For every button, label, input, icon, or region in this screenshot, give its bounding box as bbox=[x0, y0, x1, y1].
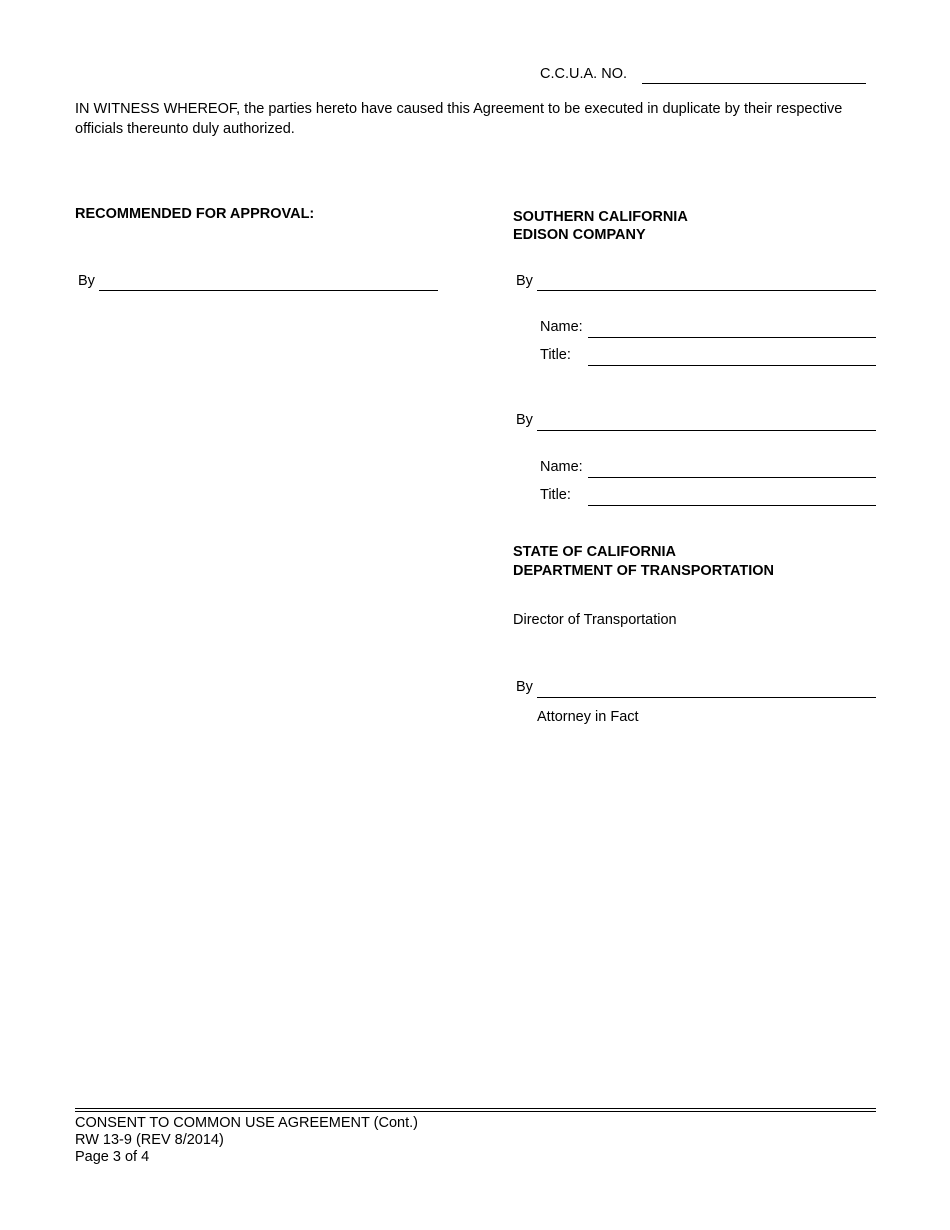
director-label: Director of Transportation bbox=[513, 612, 677, 628]
sce-name-label-2: Name: bbox=[540, 459, 583, 475]
sce-by-label-2: By bbox=[516, 412, 533, 428]
sce-heading-line1: SOUTHERN CALIFORNIA bbox=[513, 209, 688, 225]
sce-signature-line-2[interactable] bbox=[537, 430, 876, 431]
footer-rule-bottom bbox=[75, 1111, 876, 1112]
approval-signature-line[interactable] bbox=[99, 290, 438, 291]
sce-name-field-1[interactable] bbox=[588, 337, 876, 338]
ccua-label: C.C.U.A. NO. bbox=[540, 66, 628, 82]
sce-signature-line-1[interactable] bbox=[537, 290, 876, 291]
footer bbox=[75, 1115, 418, 1166]
sce-title-label-1: Title: bbox=[540, 347, 571, 363]
sce-title-label-2: Title: bbox=[540, 487, 571, 503]
footer-rule-top bbox=[75, 1108, 876, 1109]
attorney-in-fact-label: Attorney in Fact bbox=[537, 709, 639, 725]
witness-paragraph: IN WITNESS WHEREOF, the parties hereto have caused this Agreement to be executed in duplicate by their respective officials thereunto duly authorized. bbox=[75, 101, 843, 137]
footer-page-number: Page 3 of 4 bbox=[75, 1149, 150, 1165]
approval-by-label: By bbox=[78, 273, 95, 289]
sce-name-field-2[interactable] bbox=[588, 477, 876, 478]
sce-heading-line2: EDISON COMPANY bbox=[513, 227, 646, 243]
sce-name-label-1: Name: bbox=[540, 319, 583, 335]
state-by-label: By bbox=[516, 679, 533, 695]
state-signature-line[interactable] bbox=[537, 697, 876, 698]
footer-form-title: CONSENT TO COMMON USE AGREEMENT (Cont.) bbox=[75, 1115, 418, 1131]
sce-title-field-2[interactable] bbox=[588, 505, 876, 506]
state-heading-line1: STATE OF CALIFORNIA bbox=[513, 544, 676, 560]
recommended-for-approval-heading: RECOMMENDED FOR APPROVAL: bbox=[75, 206, 315, 222]
sce-by-label-1: By bbox=[516, 273, 533, 289]
sce-title-field-1[interactable] bbox=[588, 365, 876, 366]
ccua-number-field[interactable] bbox=[642, 83, 866, 84]
footer-form-number: RW 13-9 (REV 8/2014) bbox=[75, 1132, 224, 1148]
state-heading-line2: DEPARTMENT OF TRANSPORTATION bbox=[513, 563, 774, 579]
